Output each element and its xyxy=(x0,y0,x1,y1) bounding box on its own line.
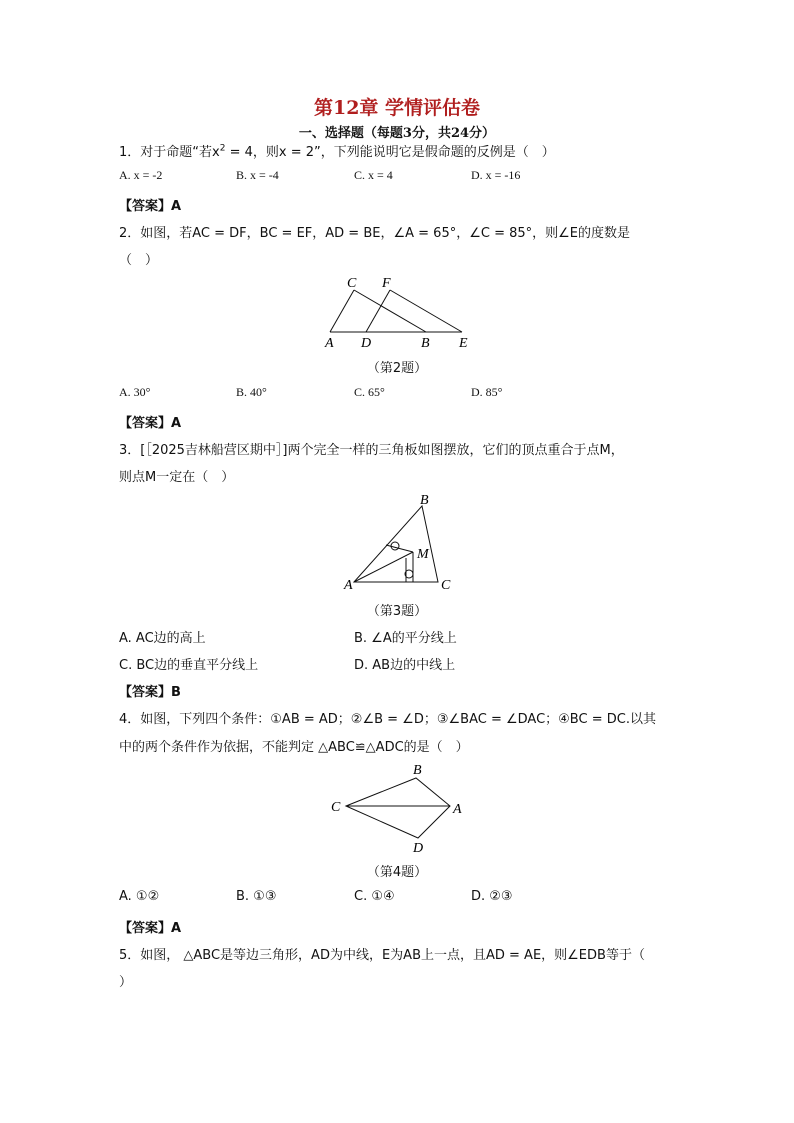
fig3-label-a: A xyxy=(344,578,353,593)
fig2-label-c: C xyxy=(347,276,357,291)
question-2-figure xyxy=(310,270,490,352)
question-3-option-a: A. AC边的高上 xyxy=(119,631,206,646)
fig2-label-f: F xyxy=(382,276,391,291)
page-title: 第12章 学情评估卷 xyxy=(313,97,481,119)
section-heading: 一、选择题（每题3分，共24分） xyxy=(298,126,496,141)
question-3-line-2: 则点M一定在（ ） xyxy=(119,470,235,485)
question-5-line-1: 5．如图， △ABC是等边三角形，AD为中线，E为AB上一点，且AD = AE，则∠EDB等于（ xyxy=(119,948,645,963)
fig2-label-d: D xyxy=(361,336,372,351)
question-4-line-1: 4．如图，下列四个条件：①AB = AD；②∠B = ∠D；③∠BAC = ∠DAC；④BC = DC.以其 xyxy=(119,712,656,727)
question-1-option-a: A. x = -2 xyxy=(119,168,163,182)
question-2-option-b: B. 40° xyxy=(236,385,267,399)
question-3-option-d: D. AB边的中线上 xyxy=(354,658,456,673)
question-1-text-pre: 1．对于命题“若x xyxy=(119,145,220,160)
fig4-quadrilateral xyxy=(346,778,450,838)
fig2-label-e: E xyxy=(459,336,468,351)
question-4-line-2: 中的两个条件作为依据，不能判定 △ABC≌△ADC的是（ ） xyxy=(119,740,469,755)
question-4-option-a: A. ①② xyxy=(119,889,160,904)
question-3-option-c: C. BC边的垂直平分线上 xyxy=(119,658,259,673)
fig3-label-b: B xyxy=(420,493,429,508)
fig4-label-d: D xyxy=(413,841,424,854)
question-5-line-2: ） xyxy=(119,975,133,990)
fig3-label-m: M xyxy=(417,547,429,562)
fig3-triangle-abc xyxy=(354,506,438,582)
question-1 xyxy=(119,141,555,160)
question-3-line-1: 3．[［2025吉林船营区期中］]两个完全一样的三角板如图摆放，它们的顶点重合于点M， xyxy=(119,443,624,458)
fig2-side-ac xyxy=(330,290,354,332)
question-2-answer: 【答案】A xyxy=(119,416,182,431)
fig2-side-df xyxy=(366,290,390,332)
question-1-option-d: D. x = -16 xyxy=(471,168,521,182)
question-4-caption: （第4题） xyxy=(366,865,428,880)
question-2-option-d: D. 85° xyxy=(471,385,503,399)
question-2-option-c: C. 65° xyxy=(354,385,385,399)
question-4-answer: 【答案】A xyxy=(119,921,182,936)
fig2-side-cb xyxy=(354,290,426,332)
question-1-text-rest: = 4，则x = 2”，下列能说明它是假命题的反例是（ ） xyxy=(225,145,555,160)
question-2-line-1: 2．如图，若AC = DF，BC = EF，AD = BE，∠A = 65°，∠C = 85°，则∠E的度数是 xyxy=(119,226,631,241)
fig3-hole-1 xyxy=(391,542,399,550)
fig3-line-am xyxy=(354,552,413,582)
question-1-answer: 【答案】A xyxy=(119,199,182,214)
question-1-superscript: 2 xyxy=(219,143,226,154)
question-4-option-b: B. ①③ xyxy=(236,889,277,904)
fig3-ruler-1 xyxy=(386,545,413,552)
question-4-option-d: D. ②③ xyxy=(471,889,513,904)
fig3-label-c: C xyxy=(441,578,451,593)
question-4-figure xyxy=(320,758,480,854)
fig2-side-fe xyxy=(390,290,462,332)
question-4-option-c: C. ①④ xyxy=(354,889,395,904)
fig2-label-a: A xyxy=(325,336,334,351)
question-1-option-b: B. x = -4 xyxy=(236,168,279,182)
fig4-label-c: C xyxy=(331,800,341,815)
question-2-option-a: A. 30° xyxy=(119,385,151,399)
question-2-line-2: （ ） xyxy=(119,253,159,268)
question-3-option-b: B. ∠A的平分线上 xyxy=(354,631,457,646)
fig2-label-b: B xyxy=(421,336,430,351)
fig4-label-a: A xyxy=(453,802,462,817)
question-3-caption: （第3题） xyxy=(366,604,428,619)
question-3-figure xyxy=(330,490,470,596)
question-3-answer: 【答案】B xyxy=(119,685,181,700)
question-2-caption: （第2题） xyxy=(366,361,428,376)
question-1-option-c: C. x = 4 xyxy=(354,168,393,182)
fig4-label-b: B xyxy=(413,763,422,778)
